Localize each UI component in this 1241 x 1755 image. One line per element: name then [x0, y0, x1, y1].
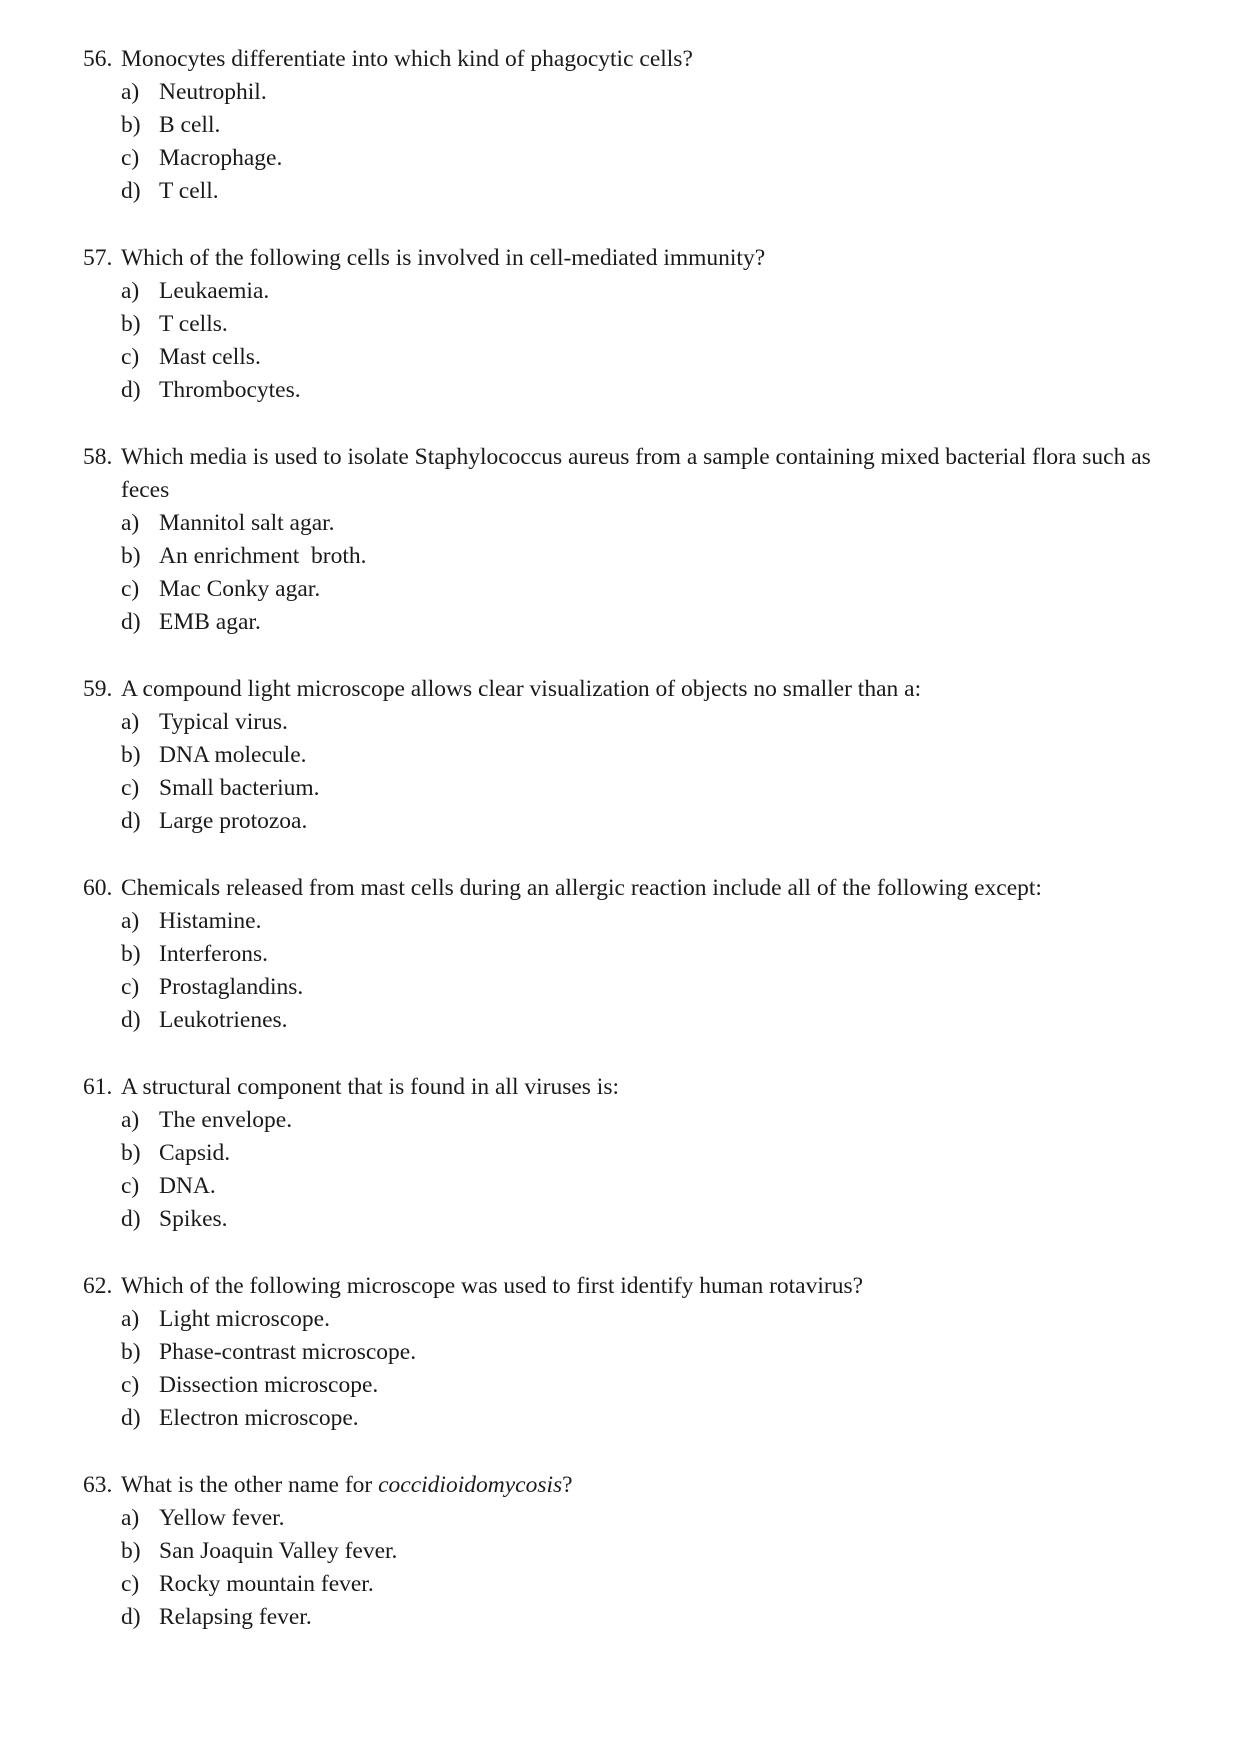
option-letter: c) [121, 1571, 140, 1597]
question-stem [83, 242, 1163, 275]
question-number: 60. [83, 875, 113, 901]
option-letter: b) [121, 112, 141, 138]
question-60 [83, 872, 1163, 1037]
option-text: Macrophage. [159, 145, 283, 171]
option-letter: d) [121, 1007, 141, 1033]
option-a [83, 1502, 1163, 1535]
option-letter: b) [121, 742, 141, 768]
option-text: Thrombocytes. [159, 377, 301, 403]
option-letter: c) [121, 775, 140, 801]
option-list [83, 275, 1163, 407]
option-c [83, 142, 1163, 175]
question-63 [83, 1469, 1163, 1634]
question-stem [83, 1469, 1163, 1502]
option-text: An enrichment broth. [159, 543, 367, 569]
question-text-after: ? [562, 1472, 573, 1498]
option-text: DNA. [159, 1173, 216, 1199]
option-a [83, 507, 1163, 540]
question-59 [83, 673, 1163, 838]
option-letter: a) [121, 79, 140, 105]
question-stem [83, 441, 1163, 507]
option-text: DNA molecule. [159, 742, 307, 768]
option-text: Electron microscope. [159, 1405, 359, 1431]
option-letter: b) [121, 1538, 141, 1564]
option-d [83, 805, 1163, 838]
option-text: Leukotrienes. [159, 1007, 288, 1033]
option-text: Relapsing fever. [159, 1604, 312, 1630]
option-text: Dissection microscope. [159, 1372, 379, 1398]
option-b [83, 1535, 1163, 1568]
question-stem [83, 872, 1163, 905]
option-text: Interferons. [159, 941, 268, 967]
option-letter: c) [121, 974, 140, 1000]
question-stem [83, 1270, 1163, 1303]
option-text: Rocky mountain fever. [159, 1571, 374, 1597]
option-d [83, 1004, 1163, 1037]
question-text-italic-term: coccidioidomycosis [378, 1472, 563, 1498]
option-text: Neutrophil. [159, 79, 267, 105]
option-text: EMB agar. [159, 609, 261, 635]
option-a [83, 1303, 1163, 1336]
option-c [83, 1170, 1163, 1203]
option-c [83, 971, 1163, 1004]
option-letter: d) [121, 609, 141, 635]
option-letter: a) [121, 278, 140, 304]
option-letter: d) [121, 1604, 141, 1630]
option-text: Mast cells. [159, 344, 261, 370]
question-57 [83, 242, 1163, 407]
question-number: 59. [83, 676, 113, 702]
option-text: Mannitol salt agar. [159, 510, 335, 536]
option-b [83, 540, 1163, 573]
option-a [83, 275, 1163, 308]
option-c [83, 1369, 1163, 1402]
question-number: 57. [83, 245, 113, 271]
option-b [83, 1137, 1163, 1170]
option-b [83, 739, 1163, 772]
question-text: A compound light microscope allows clear visualization of objects no smaller than a: [121, 676, 922, 702]
option-text: T cell. [159, 178, 219, 204]
question-number: 58. [83, 444, 113, 470]
question-text: Which of the following microscope was used to first identify human rotavirus? [121, 1273, 864, 1299]
option-c [83, 772, 1163, 805]
question-text: Monocytes differentiate into which kind of phagocytic cells? [121, 46, 693, 72]
option-b [83, 1336, 1163, 1369]
option-list [83, 507, 1163, 639]
option-b [83, 109, 1163, 142]
option-letter: c) [121, 576, 140, 602]
option-letter: a) [121, 709, 140, 735]
option-text: Capsid. [159, 1140, 231, 1166]
option-b [83, 938, 1163, 971]
option-text: Typical virus. [159, 709, 288, 735]
option-d [83, 1402, 1163, 1435]
option-d [83, 606, 1163, 639]
option-c [83, 573, 1163, 606]
option-letter: b) [121, 1339, 141, 1365]
option-text: Light microscope. [159, 1306, 330, 1332]
option-text: The envelope. [159, 1107, 293, 1133]
option-a [83, 905, 1163, 938]
option-text: Leukaemia. [159, 278, 270, 304]
option-text: Yellow fever. [159, 1505, 285, 1531]
option-letter: d) [121, 178, 141, 204]
option-d [83, 374, 1163, 407]
option-letter: c) [121, 145, 140, 171]
option-letter: b) [121, 311, 141, 337]
option-d [83, 1601, 1163, 1634]
option-d [83, 1203, 1163, 1236]
question-58 [83, 441, 1163, 639]
question-stem [83, 1071, 1163, 1104]
option-letter: d) [121, 1206, 141, 1232]
option-text: Phase-contrast microscope. [159, 1339, 417, 1365]
option-text: Spikes. [159, 1206, 228, 1232]
option-letter: d) [121, 808, 141, 834]
question-stem [83, 43, 1163, 76]
question-number: 62. [83, 1273, 113, 1299]
option-list [83, 706, 1163, 838]
option-d [83, 175, 1163, 208]
option-b [83, 308, 1163, 341]
question-text: Which media is used to isolate Staphylococcus aureus from a sample containing mixed bacterial flora such as feces [121, 444, 1151, 503]
option-c [83, 341, 1163, 374]
question-62 [83, 1270, 1163, 1435]
question-number: 61. [83, 1074, 113, 1100]
question-number: 56. [83, 46, 113, 72]
question-stem [83, 673, 1163, 706]
option-list [83, 1303, 1163, 1435]
option-text: B cell. [159, 112, 221, 138]
question-text: Chemicals released from mast cells during an allergic reaction include all of the following except: [121, 875, 1042, 901]
option-letter: c) [121, 344, 140, 370]
question-number: 63. [83, 1472, 113, 1498]
option-list [83, 76, 1163, 208]
question-text [121, 1469, 1163, 1502]
option-letter: a) [121, 1306, 140, 1332]
option-text: T cells. [159, 311, 228, 337]
question-61 [83, 1071, 1163, 1236]
option-a [83, 1104, 1163, 1137]
question-text-before: What is the other name for [121, 1472, 379, 1498]
question-56 [83, 43, 1163, 208]
option-letter: c) [121, 1173, 140, 1199]
option-text: Mac Conky agar. [159, 576, 321, 602]
option-list [83, 905, 1163, 1037]
option-text: Small bacterium. [159, 775, 320, 801]
option-letter: d) [121, 377, 141, 403]
option-letter: a) [121, 1505, 140, 1531]
question-text: Which of the following cells is involved in cell-mediated immunity? [121, 245, 766, 271]
option-text: Histamine. [159, 908, 262, 934]
option-letter: a) [121, 908, 140, 934]
option-letter: a) [121, 510, 140, 536]
option-letter: b) [121, 543, 141, 569]
option-list [83, 1104, 1163, 1236]
option-a [83, 76, 1163, 109]
option-letter: b) [121, 1140, 141, 1166]
option-letter: a) [121, 1107, 140, 1133]
option-text: San Joaquin Valley fever. [159, 1538, 398, 1564]
question-text: A structural component that is found in all viruses is: [121, 1074, 619, 1100]
option-text: Large protozoa. [159, 808, 308, 834]
option-list [83, 1502, 1163, 1634]
option-text: Prostaglandins. [159, 974, 304, 1000]
option-a [83, 706, 1163, 739]
option-letter: d) [121, 1405, 141, 1431]
option-c [83, 1568, 1163, 1601]
option-letter: c) [121, 1372, 140, 1398]
option-letter: b) [121, 941, 141, 967]
